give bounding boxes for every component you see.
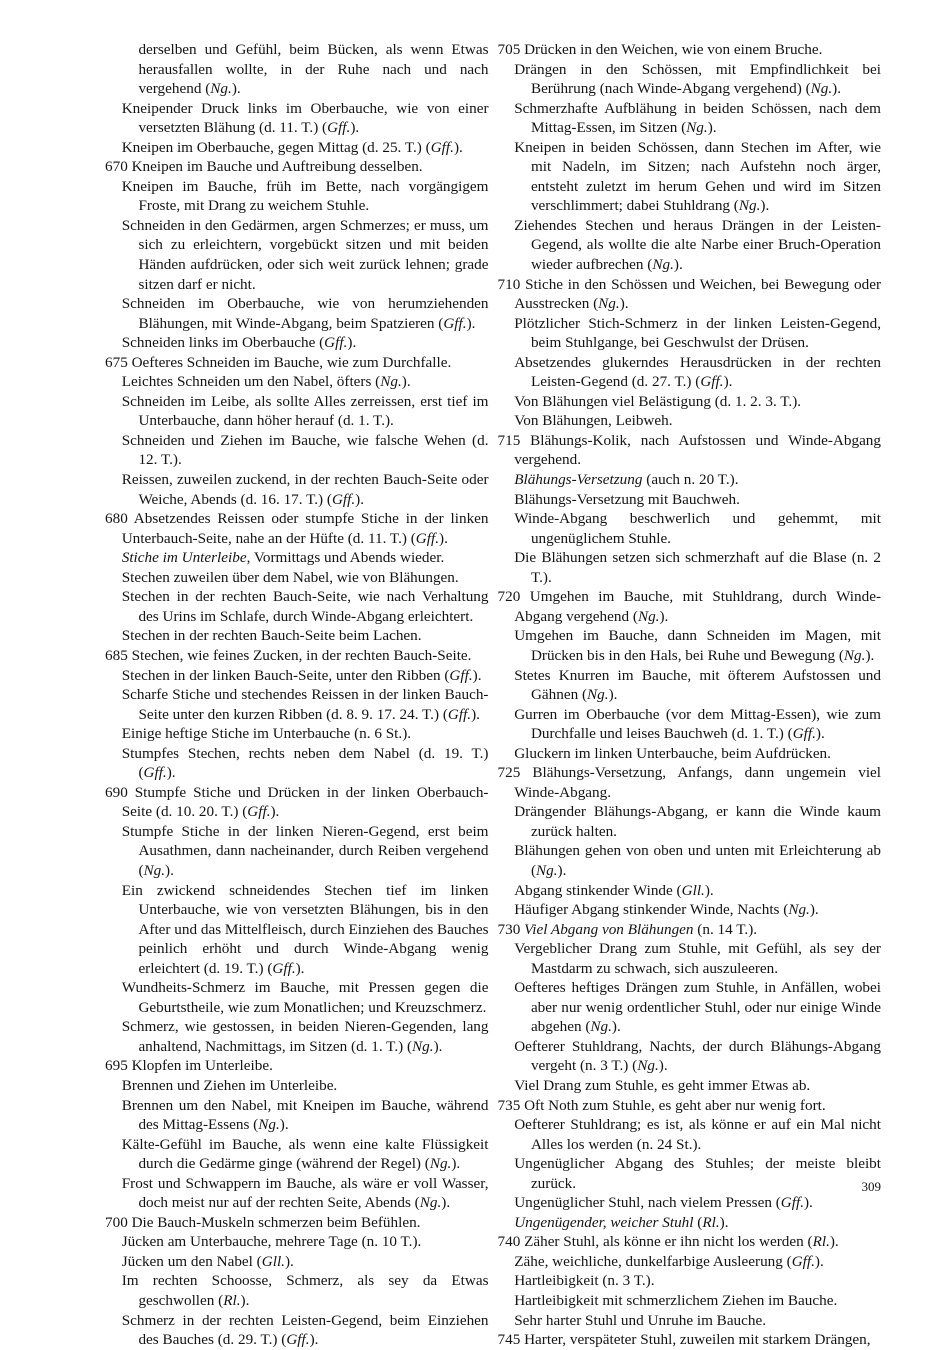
symptom-entry: Zähe, weichliche, dunkelfarbige Ausleerung (Gff.).	[514, 1252, 824, 1270]
source-abbreviation: Ng.	[380, 373, 402, 391]
symptom-entry: Jücken am Unterbauche, mehrere Tage (n. 10 T.).	[121, 1233, 422, 1251]
symptom-entry: Absetzendes glukerndes Herausdrücken in der rechten Leisten-Gegend (d. 27. T.) (Gff.).	[514, 353, 881, 391]
source-abbreviation: Ungenügender, weicher Stuhl	[514, 1213, 694, 1231]
source-abbreviation: Gff.	[286, 1331, 310, 1349]
symptom-entry: Wundheits-Schmerz im Bauche, mit Pressen gegen die Geburtstheile, wie zum Monatlichen; und Kreuzschmerz.	[121, 979, 489, 1016]
symptom-entry: Plötzlicher Stich-Schmerz in der linken Leisten-Gegend, beim Stuhlgange, bei Geschwulst der Drüsen.	[514, 314, 881, 352]
symptom-entry: Oefterer Stuhldrang; es ist, als könne er auf ein Mal nicht Alles los werden (n. 24 St.).	[514, 1116, 881, 1153]
symptom-entry: Blähungen gehen von oben und unten mit Erleichterung ab (Ng.).	[514, 842, 881, 879]
source-abbreviation: Ng.	[419, 1194, 442, 1212]
source-abbreviation: Gff.	[331, 490, 356, 508]
right-column	[498, 40, 882, 1350]
source-abbreviation: Viel Abgang von Blähungen	[524, 920, 694, 938]
source-abbreviation: Ng.	[637, 607, 660, 625]
symptom-entry: Gluckern im linken Unterbauche, beim Aufdrücken.	[514, 744, 831, 762]
symptom-entry: Kneipen in beiden Schössen, dann Stechen im After, wie mit Nadeln, im Sitzen; nach Aufstehn noch ärger, entsteht zuletzt im herum Gehen und wird im Sitzen verschlimmert; dabei Stuhldrang (Ng.).	[514, 138, 881, 215]
symptom-entry: Ungenüglicher Stuhl, nach vielem Pressen (Gff.).	[514, 1194, 813, 1212]
source-abbreviation: Ng.	[843, 646, 866, 664]
page-number: 309	[861, 1179, 881, 1194]
entry-number: 675	[105, 353, 128, 371]
symptom-entry: Schneiden und Ziehen im Bauche, wie falsche Wehen (d. 12. T.).	[121, 431, 489, 469]
source-abbreviation: Ng.	[536, 861, 558, 879]
source-abbreviation: Gff.	[324, 334, 348, 352]
symptom-entry: Drängen in den Schössen, mit Empfindlichkeit bei Berührung (nach Winde-Abgang vergehend) (Ng.).	[514, 60, 881, 98]
source-abbreviation: Gff.	[430, 138, 454, 156]
symptom-entry: Schneiden im Oberbauche, wie von herumziehenden Blähungen, mit Winde-Abgang, beim Spatzieren (Gff.).	[121, 295, 489, 332]
symptom-entry: Schmerzhafte Aufblähung in beiden Schössen, nach dem Mittag-Essen, im Sitzen (Ng.).	[514, 99, 881, 137]
symptom-entry: 680 Absetzendes Reissen oder stumpfe Stiche in der linken Unterbauch-Seite, nahe an der Hüfte (d. 11. T.) (Gff.).	[105, 510, 489, 547]
source-abbreviation: Stiche im Unterleibe	[121, 549, 247, 567]
entry-number: 670	[105, 158, 128, 176]
symptom-entry: Hartleibigkeit mit schmerzlichem Ziehen im Bauche.	[514, 1292, 838, 1309]
symptom-entry: Ziehendes Stechen und heraus Drängen in der Leisten-Gegend, als wollte die alte Narbe einer Bruch-Operation wieder aufbrechen (Ng.).	[514, 216, 881, 274]
source-abbreviation: Gff.	[272, 959, 296, 977]
entry-number: 705	[497, 41, 521, 58]
symptom-entry: 725 Blähungs-Versetzung, Anfangs, dann ungemein viel Winde-Abgang.	[497, 764, 882, 801]
symptom-entry: 720 Umgehen im Bauche, mit Stuhldrang, durch Winde-Abgang vergehend (Ng.).	[497, 588, 881, 625]
symptom-entry: Reissen, zuweilen zuckend, in der rechten Bauch-Seite oder Weiche, Abends (d. 16. 17. T.) (Gff.).	[121, 471, 489, 508]
symptom-entry: Blähungs-Versetzung (auch n. 20 T.).	[514, 471, 739, 489]
symptom-entry: Oefteres heftiges Drängen zum Stuhle, in Anfällen, wobei aber nur wenig ordentlicher Stuhl, oder nur einige Winde abgehen (Ng.).	[514, 979, 881, 1036]
symptom-entry: Oefterer Stuhldrang, Nachts, der durch Blähungs-Abgang vergeht (n. 3 T.) (Ng.).	[514, 1037, 881, 1075]
symptom-entry: Jücken um den Nabel (Gll.).	[121, 1252, 294, 1270]
entry-number: 725	[497, 764, 521, 782]
source-abbreviation: Blähungs-Versetzung	[514, 471, 643, 489]
entry-number: 700	[105, 1213, 128, 1231]
source-abbreviation: Ng.	[258, 1116, 280, 1134]
source-abbreviation: Gff.	[443, 314, 467, 332]
entry-number: 745	[497, 1331, 521, 1349]
symptom-entry: Leichtes Schneiden um den Nabel, öfters (Ng.).	[121, 373, 411, 391]
entry-number: 735	[497, 1096, 521, 1114]
source-abbreviation: Ng.	[143, 861, 166, 879]
entry-number: 710	[497, 275, 521, 293]
symptom-entry: Ungenüglicher Abgang des Stuhles; der meiste bleibt zurück.	[514, 1155, 881, 1192]
symptom-entry: Stetes Knurren im Bauche, mit öfterem Aufstossen und Gähnen (Ng.).	[514, 666, 881, 704]
source-abbreviation: Ng.	[738, 197, 761, 215]
symptom-entry: Stumpfe Stiche in der linken Nieren-Gegend, erst beim Ausathmen, dann nacheinander, durch Reiben vergehend (Ng.).	[121, 822, 489, 879]
symptom-entry: Gurren im Oberbauche (vor dem Mittag-Essen), wie zum Durchfalle und leises Bauchweh (d. 1. T.) (Gff.).	[514, 705, 881, 743]
symptom-entry: Schmerz, wie gestossen, in beiden Nieren-Gegenden, lang anhaltend, Nachmittags, im Sitzen (d. 1. T.) (Ng.).	[121, 1018, 489, 1055]
source-abbreviation: Gff.	[415, 529, 440, 547]
left-column	[105, 40, 489, 1350]
symptom-entry: Viel Drang zum Stuhle, es geht immer Etwas ab.	[514, 1076, 811, 1094]
source-abbreviation: Ng.	[587, 686, 609, 704]
symptom-entry: Stumpfes Stechen, rechts neben dem Nabel (d. 19. T.) (Gff.).	[121, 744, 489, 782]
source-abbreviation: Ng.	[637, 1057, 659, 1075]
source-abbreviation: Rl.	[223, 1292, 241, 1309]
symptom-entry: Blähungs-Versetzung mit Bauchweh.	[514, 490, 740, 508]
symptom-entry: Ein zwickend schneidendes Stechen tief im linken Unterbauche, wie von versetzten Blähungen, bis in den After und das Mittelfleisch, durch Einziehen des Bauches peinlich erhöht und durch Winde-Abgang wenig erleichtert (d. 19. T.) (Gff.).	[121, 881, 489, 977]
entry-number: 680	[105, 510, 128, 528]
entry-number: 740	[497, 1233, 521, 1251]
entry-number: 690	[105, 783, 128, 801]
symptom-entry: 745 Harter, verspäteter Stuhl, zuweilen mit starkem Drängen,	[497, 1331, 871, 1349]
source-abbreviation: Ng.	[412, 1037, 434, 1055]
source-abbreviation: Gll.	[681, 881, 705, 899]
symptom-entry: 685 Stechen, wie feines Zucken, in der rechten Bauch-Seite.	[105, 646, 472, 664]
symptom-entry: Sehr harter Stuhl und Unruhe im Bauche.	[514, 1311, 767, 1329]
source-abbreviation: Gff.	[780, 1194, 804, 1212]
symptom-entry: Die Blähungen setzen sich schmerzhaft auf die Blase (n. 2 T.).	[514, 549, 881, 586]
symptom-entry: Brennen um den Nabel, mit Kneipen im Bauche, während des Mittag-Essens (Ng.).	[121, 1096, 489, 1134]
symptom-entry: Stechen zuweilen über dem Nabel, wie von Blähungen.	[121, 568, 459, 586]
symptom-entry: Einige heftige Stiche im Unterbauche (n. 6 St.).	[121, 725, 412, 743]
symptom-entry: Kneipender Druck links im Oberbauche, wie von einer versetzten Blähung (d. 11. T.) (Gff.).	[121, 99, 489, 137]
symptom-entry: Vergeblicher Drang zum Stuhle, mit Gefühl, als sey der Mastdarm zu schwach, sich auszuleeren.	[514, 940, 881, 977]
symptom-entry: Häufiger Abgang stinkender Winde, Nachts (Ng.).	[514, 901, 819, 919]
source-abbreviation: Rl.	[812, 1233, 830, 1251]
source-abbreviation: Gff.	[700, 373, 724, 391]
source-abbreviation: Gff.	[447, 705, 472, 723]
source-abbreviation: Gff.	[449, 666, 473, 684]
source-abbreviation: Gff.	[327, 119, 351, 137]
symptom-entry: Abgang stinkender Winde (Gll.).	[514, 881, 714, 899]
source-abbreviation: Gff.	[143, 764, 167, 782]
source-abbreviation: Rl.	[702, 1213, 720, 1231]
source-abbreviation: Gll.	[261, 1252, 285, 1270]
symptom-entry: Schmerz in der rechten Leisten-Gegend, beim Einziehen des Bauches (d. 29. T.) (Gff.).	[121, 1311, 489, 1349]
symptom-entry: Kälte-Gefühl im Bauche, als wenn eine kalte Flüssigkeit durch die Gedärme ginge (während der Regel) (Ng.).	[121, 1135, 489, 1173]
symptom-entry: Kneipen im Oberbauche, gegen Mittag (d. 25. T.) (Gff.).	[121, 138, 463, 156]
symptom-entry: Drängender Blähungs-Abgang, er kann die Winde kaum zurück halten.	[514, 803, 881, 840]
source-abbreviation: Ng.	[686, 119, 708, 137]
symptom-entry: Ungenügender, weicher Stuhl (Rl.).	[514, 1213, 729, 1231]
source-abbreviation: Gff.	[247, 803, 271, 821]
symptom-entry: Schneiden in den Gedärmen, argen Schmerzes; er muss, um sich zu erleichtern, vorgebückt sitzen und mit beiden Händen aufdrücken, oder sich weit zurück lehnen; grade sitzen darf er nicht.	[121, 216, 489, 293]
symptom-entry: 690 Stumpfe Stiche und Drücken in der linken Oberbauch-Seite (d. 10. 20. T.) (Gff.).	[105, 783, 489, 821]
symptom-entry: 740 Zäher Stuhl, als könne er ihn nicht los werden (Rl.).	[497, 1233, 839, 1251]
symptom-entry: Stechen in der rechten Bauch-Seite, wie nach Verhaltung des Urins im Schlafe, durch Winde-Abgang erleichtert.	[121, 588, 489, 625]
symptom-entry: Stechen in der rechten Bauch-Seite beim Lachen.	[121, 627, 422, 645]
source-abbreviation: Ng.	[210, 80, 232, 98]
symptom-entry: Schneiden im Leibe, als sollte Alles zerreissen, erst tief im Unterbauche, dann höher herauf (d. 1. T.).	[121, 392, 489, 430]
source-abbreviation: Ng.	[652, 256, 674, 274]
symptom-entry: Winde-Abgang beschwerlich und gehemmt, mit ungenüglichem Stuhle.	[514, 510, 881, 547]
symptom-entry: 710 Stiche in den Schössen und Weichen, bei Bewegung oder Ausstrecken (Ng.).	[497, 275, 882, 313]
source-abbreviation: Ng.	[429, 1155, 452, 1173]
source-abbreviation: Ng.	[598, 295, 620, 313]
symptom-entry: Schneiden links im Oberbauche (Gff.).	[121, 334, 357, 352]
symptom-entry: 675 Oefteres Schneiden im Bauche, wie zum Durchfalle.	[105, 353, 452, 371]
entry-number: 720	[497, 588, 521, 606]
text-columns	[105, 40, 881, 1350]
symptom-entry: Scharfe Stiche und stechendes Reissen in der linken Bauch-Seite unter den kurzen Ribben (d. 8. 9. 17. 24. T.) (Gff.).	[121, 686, 489, 723]
source-abbreviation: Ng.	[810, 80, 833, 98]
symptom-entry: Hartleibigkeit (n. 3 T.).	[514, 1272, 655, 1290]
symptom-entry: Stiche im Unterleibe, Vormittags und Abends wieder.	[121, 549, 445, 567]
symptom-entry: 730 Viel Abgang von Blähungen (n. 14 T.).	[497, 920, 758, 938]
symptom-entry: Brennen und Ziehen im Unterleibe.	[121, 1076, 338, 1094]
symptom-entry: derselben und Gefühl, beim Bücken, als wenn Etwas herausfallen wollte, in der Ruhe nach und nach vergehend (Ng.).	[138, 41, 489, 98]
symptom-entry: Stechen in der linken Bauch-Seite, unter den Ribben (Gff.).	[121, 666, 482, 684]
entry-number: 695	[105, 1057, 128, 1075]
symptom-entry: 670 Kneipen im Bauche und Auftreibung desselben.	[105, 158, 423, 176]
symptom-entry: 735 Oft Noth zum Stuhle, es geht aber nur wenig fort.	[497, 1096, 826, 1114]
entry-number: 715	[497, 431, 521, 449]
symptom-entry: 715 Blähungs-Kolik, nach Aufstossen und Winde-Abgang vergehend.	[497, 431, 881, 469]
symptom-entry: 705 Drücken in den Weichen, wie von einem Bruche.	[497, 41, 823, 58]
entry-number: 685	[105, 646, 128, 664]
symptom-entry: 695 Klopfen im Unterleibe.	[105, 1057, 273, 1075]
symptom-entry: Im rechten Schoosse, Schmerz, als sey da Etwas geschwollen (Rl.).	[121, 1272, 489, 1309]
source-abbreviation: Ng.	[590, 1018, 612, 1036]
symptom-entry: Von Blähungen, Leibweh.	[514, 412, 673, 430]
source-abbreviation: Ng.	[788, 901, 810, 919]
symptom-entry: Kneipen im Bauche, früh im Bette, nach vorgängigem Froste, mit Drang zu weichem Stuhle.	[121, 177, 489, 215]
symptom-entry: Von Blähungen viel Belästigung (d. 1. 2. 3. T.).	[514, 392, 802, 410]
source-abbreviation: Gff.	[792, 725, 816, 743]
source-abbreviation: Gff.	[791, 1252, 815, 1270]
symptom-entry: Frost und Schwappern im Bauche, als wäre er voll Wasser, doch meist nur auf der rechten Seite, Abends (Ng.).	[121, 1174, 489, 1212]
symptom-entry: 700 Die Bauch-Muskeln schmerzen beim Befühlen.	[105, 1213, 421, 1231]
entry-number: 730	[497, 920, 521, 938]
symptom-entry: Umgehen im Bauche, dann Schneiden im Magen, mit Drücken bis in den Hals, bei Ruhe und Bewegung (Ng.).	[514, 627, 881, 664]
